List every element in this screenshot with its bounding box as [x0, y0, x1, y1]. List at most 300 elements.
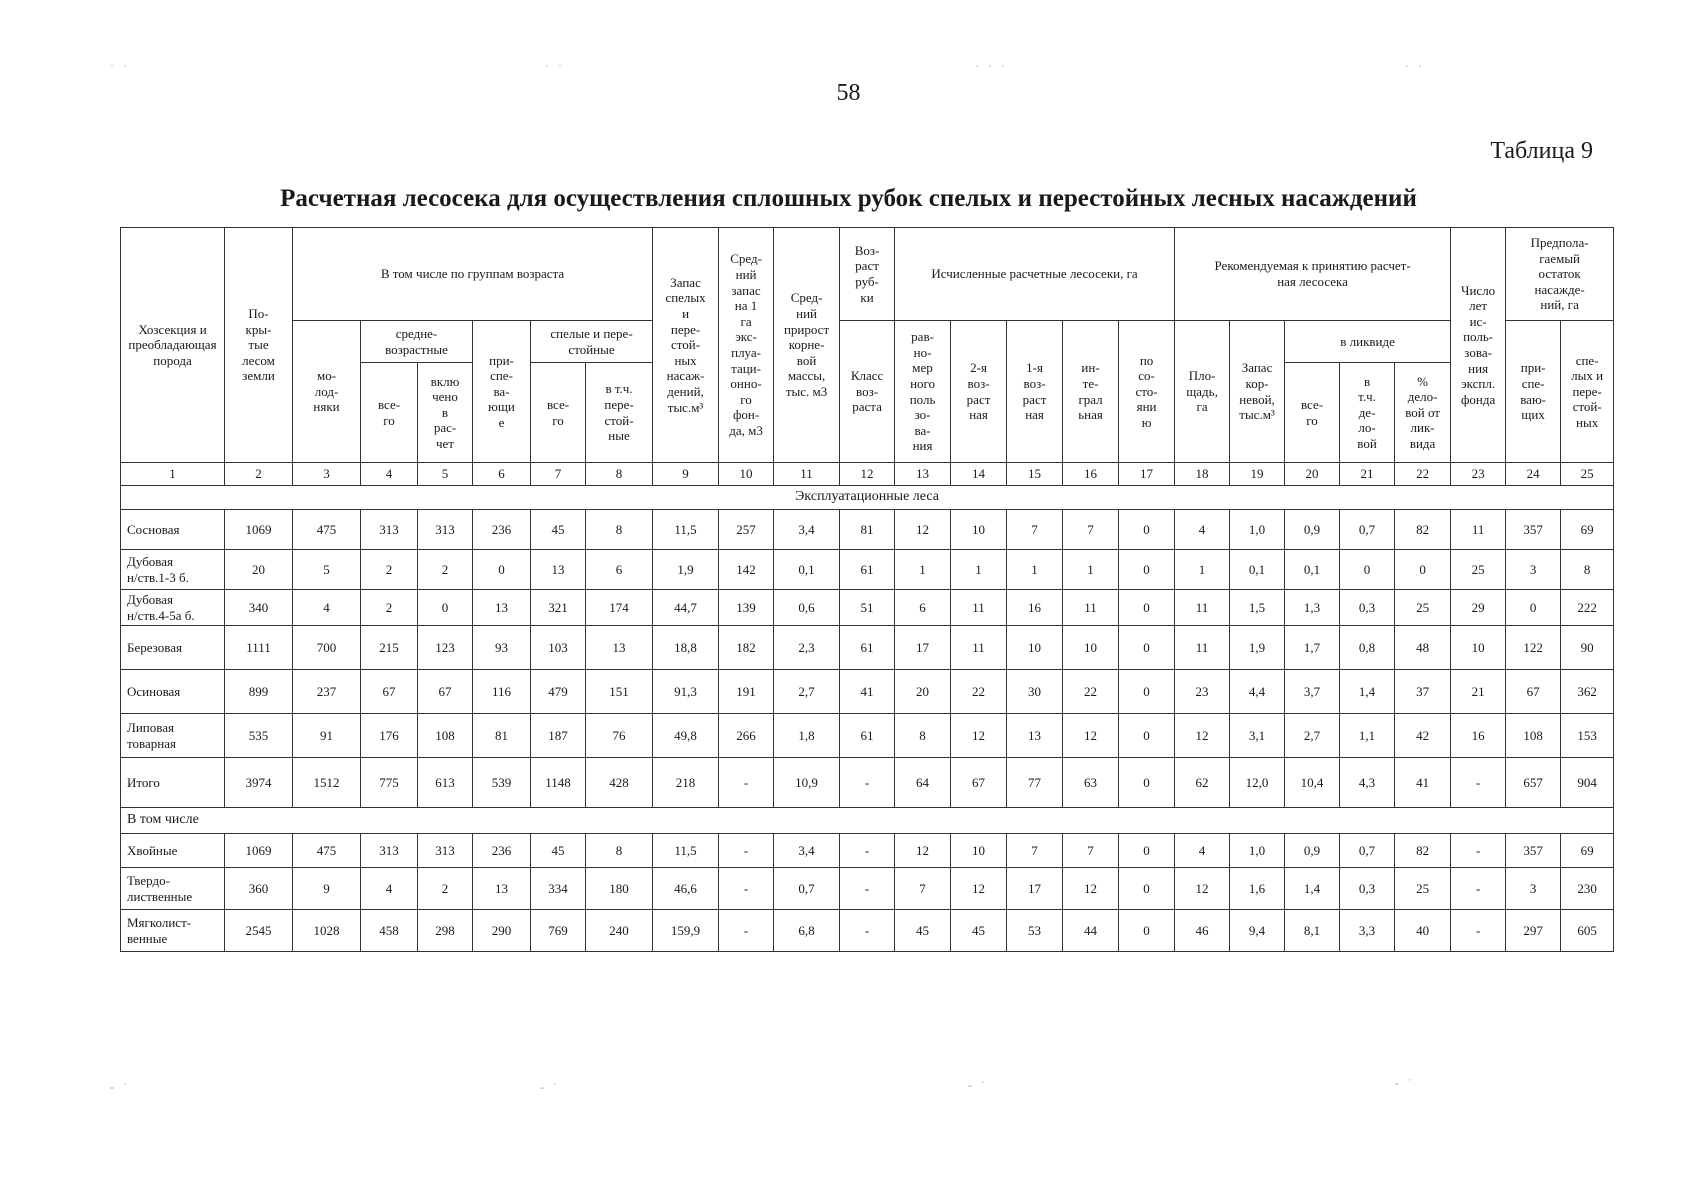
value-cell: 340 [225, 590, 293, 626]
data-table [120, 227, 1614, 952]
row-name-cell: Итого [121, 758, 225, 808]
value-cell: 1,9 [1230, 626, 1285, 670]
value-cell: 122 [1506, 626, 1561, 670]
value-cell: 236 [473, 510, 531, 550]
scan-mark: ˙ ˙ [545, 62, 565, 76]
value-cell: 18,8 [653, 626, 719, 670]
section-label: Эксплуатационные леса [121, 486, 1614, 510]
value-cell: 151 [586, 670, 653, 714]
value-cell: 6 [586, 550, 653, 590]
value-cell: 63 [1063, 758, 1119, 808]
column-number-cell: 3 [293, 463, 361, 486]
value-cell: 81 [840, 510, 895, 550]
value-cell: 3,7 [1285, 670, 1340, 714]
value-cell: 7 [1007, 834, 1063, 868]
value-cell: 298 [418, 910, 473, 952]
value-cell: 222 [1561, 590, 1614, 626]
column-number-cell: 5 [418, 463, 473, 486]
value-cell: 775 [361, 758, 418, 808]
value-cell: - [719, 868, 774, 910]
value-cell: 76 [586, 714, 653, 758]
row-name-cell: Дубовая н/ств.4-5а б. [121, 590, 225, 626]
value-cell: 12 [951, 868, 1007, 910]
page-title: Расчетная лесосека для осуществления сплошных рубок спелых и перестойных лесных насаждений [280, 185, 1417, 212]
value-cell: 23 [1175, 670, 1230, 714]
value-cell: 1,4 [1340, 670, 1395, 714]
value-cell: 613 [418, 758, 473, 808]
value-cell: 174 [586, 590, 653, 626]
value-cell: 236 [473, 834, 531, 868]
header-cell: Класс воз- раста [840, 321, 895, 463]
value-cell: 0,9 [1285, 510, 1340, 550]
value-cell: 0 [1506, 590, 1561, 626]
value-cell: 357 [1506, 510, 1561, 550]
value-cell: 12 [951, 714, 1007, 758]
header-cell: Число лет ис- поль- зова- ния экспл. фонда [1451, 228, 1506, 463]
value-cell: 48 [1395, 626, 1451, 670]
page-number: 58 [836, 80, 861, 106]
value-cell: 10 [1007, 626, 1063, 670]
scan-mark: - ˙ [110, 1080, 130, 1094]
value-cell: 1 [951, 550, 1007, 590]
header-cell: % дело- вой от лик- вида [1395, 363, 1451, 463]
table-row [121, 758, 1614, 808]
value-cell: 108 [1506, 714, 1561, 758]
value-cell: 1,0 [1230, 834, 1285, 868]
value-cell: 479 [531, 670, 586, 714]
value-cell: 2545 [225, 910, 293, 952]
value-cell: 0 [1119, 714, 1175, 758]
value-cell: 7 [1007, 510, 1063, 550]
value-cell: 657 [1506, 758, 1561, 808]
value-cell: 4 [1175, 510, 1230, 550]
value-cell: - [1451, 758, 1506, 808]
value-cell: 191 [719, 670, 774, 714]
subsection-row [121, 808, 1614, 834]
value-cell: 187 [531, 714, 586, 758]
value-cell: 62 [1175, 758, 1230, 808]
value-cell: 3,4 [774, 510, 840, 550]
value-cell: 13 [1007, 714, 1063, 758]
row-name-cell: Осиновая [121, 670, 225, 714]
value-cell: 22 [1063, 670, 1119, 714]
value-cell: 30 [1007, 670, 1063, 714]
header-cell: все- го [531, 363, 586, 463]
value-cell: 13 [586, 626, 653, 670]
value-cell: 12 [895, 834, 951, 868]
header-cell: Хозсекция и преобладающая порода [121, 228, 225, 463]
value-cell: 1069 [225, 834, 293, 868]
value-cell: 1512 [293, 758, 361, 808]
header-cell: спе- лых и пере- стой- ных [1561, 321, 1614, 463]
value-cell: 12 [1175, 714, 1230, 758]
scan-mark: ˙ ˙ [1405, 62, 1425, 76]
header-cell: Сред- ний запас на 1 га экс- плуа- таци- онно- го фон- да, м3 [719, 228, 774, 463]
value-cell: - [719, 834, 774, 868]
value-cell: 13 [473, 590, 531, 626]
value-cell: 2 [418, 550, 473, 590]
value-cell: 0,7 [774, 868, 840, 910]
column-number-cell: 9 [653, 463, 719, 486]
row-name-cell: Липовая товарная [121, 714, 225, 758]
value-cell: 4 [1175, 834, 1230, 868]
value-cell: 7 [895, 868, 951, 910]
table-row [121, 590, 1614, 626]
value-cell: 61 [840, 626, 895, 670]
value-cell: 11 [1063, 590, 1119, 626]
value-cell: 257 [719, 510, 774, 550]
value-cell: 10,4 [1285, 758, 1340, 808]
value-cell: - [719, 758, 774, 808]
header-cell: при- спе- ваю- щих [1506, 321, 1561, 463]
table-row [121, 510, 1614, 550]
value-cell: 0 [1119, 758, 1175, 808]
value-cell: 313 [418, 510, 473, 550]
value-cell: 1 [1175, 550, 1230, 590]
column-number-cell: 12 [840, 463, 895, 486]
header-cell: Предпола- гаемый остаток насажде- ний, га [1506, 228, 1614, 321]
value-cell: 0,8 [1340, 626, 1395, 670]
header-cell: Воз- раст руб- ки [840, 228, 895, 321]
value-cell: 116 [473, 670, 531, 714]
value-cell: 1 [1007, 550, 1063, 590]
value-cell: 11 [1175, 626, 1230, 670]
scan-mark: ˙ ˙ ˙ [975, 62, 1008, 76]
value-cell: 230 [1561, 868, 1614, 910]
value-cell: 11 [951, 626, 1007, 670]
value-cell: 8 [586, 510, 653, 550]
value-cell: 313 [361, 834, 418, 868]
value-cell: 313 [361, 510, 418, 550]
value-cell: 11,5 [653, 834, 719, 868]
value-cell: 0 [1119, 834, 1175, 868]
value-cell: 1,5 [1230, 590, 1285, 626]
scan-mark: ˙ ˙ [110, 62, 130, 76]
value-cell: 0 [1119, 510, 1175, 550]
value-cell: 0 [1119, 590, 1175, 626]
value-cell: 103 [531, 626, 586, 670]
value-cell: 1,0 [1230, 510, 1285, 550]
value-cell: 37 [1395, 670, 1451, 714]
value-cell: 4,4 [1230, 670, 1285, 714]
value-cell: 475 [293, 834, 361, 868]
column-number-cell: 23 [1451, 463, 1506, 486]
value-cell: 1,6 [1230, 868, 1285, 910]
value-cell: 1111 [225, 626, 293, 670]
value-cell: 82 [1395, 834, 1451, 868]
value-cell: 1,9 [653, 550, 719, 590]
value-cell: 12 [1175, 868, 1230, 910]
value-cell: 61 [840, 550, 895, 590]
value-cell: 428 [586, 758, 653, 808]
value-cell: 17 [1007, 868, 1063, 910]
value-cell: 6,8 [774, 910, 840, 952]
value-cell: 53 [1007, 910, 1063, 952]
header-cell: все- го [1285, 363, 1340, 463]
value-cell: 64 [895, 758, 951, 808]
value-cell: 153 [1561, 714, 1614, 758]
column-number-cell: 17 [1119, 463, 1175, 486]
value-cell: 0 [1395, 550, 1451, 590]
value-cell: 237 [293, 670, 361, 714]
value-cell: 20 [225, 550, 293, 590]
value-cell: 362 [1561, 670, 1614, 714]
value-cell: 81 [473, 714, 531, 758]
scan-mark: - ˙ [968, 1078, 988, 1092]
column-number-cell: 16 [1063, 463, 1119, 486]
value-cell: 45 [531, 510, 586, 550]
value-cell: - [719, 910, 774, 952]
value-cell: 266 [719, 714, 774, 758]
value-cell: - [1451, 868, 1506, 910]
value-cell: 11 [951, 590, 1007, 626]
value-cell: 3 [1506, 868, 1561, 910]
value-cell: - [840, 834, 895, 868]
column-number-cell: 11 [774, 463, 840, 486]
value-cell: 2 [361, 590, 418, 626]
column-number-cell: 21 [1340, 463, 1395, 486]
column-number-cell: 18 [1175, 463, 1230, 486]
header-cell: средне- возрастные [361, 321, 473, 363]
value-cell: 2,7 [1285, 714, 1340, 758]
column-number-cell: 25 [1561, 463, 1614, 486]
value-cell: 5 [293, 550, 361, 590]
value-cell: 313 [418, 834, 473, 868]
value-cell: 9,4 [1230, 910, 1285, 952]
value-cell: 67 [951, 758, 1007, 808]
value-cell: 3,4 [774, 834, 840, 868]
value-cell: 61 [840, 714, 895, 758]
column-number-cell: 8 [586, 463, 653, 486]
value-cell: 605 [1561, 910, 1614, 952]
scan-mark: - ˙ [1395, 1076, 1415, 1090]
value-cell: 44,7 [653, 590, 719, 626]
value-cell: 0,9 [1285, 834, 1340, 868]
value-cell: 8 [895, 714, 951, 758]
value-cell: 108 [418, 714, 473, 758]
column-number-cell: 7 [531, 463, 586, 486]
value-cell: 1,8 [774, 714, 840, 758]
value-cell: 3 [1506, 550, 1561, 590]
value-cell: 29 [1451, 590, 1506, 626]
value-cell: 11 [1451, 510, 1506, 550]
value-cell: 0 [1119, 868, 1175, 910]
value-cell: 1 [1063, 550, 1119, 590]
data-table-container [120, 227, 1610, 952]
value-cell: 1069 [225, 510, 293, 550]
value-cell: - [840, 910, 895, 952]
value-cell: 46,6 [653, 868, 719, 910]
value-cell: 44 [1063, 910, 1119, 952]
table-row [121, 834, 1614, 868]
header-cell: Пло- щадь, га [1175, 321, 1230, 463]
value-cell: 69 [1561, 510, 1614, 550]
value-cell: 0 [1119, 670, 1175, 714]
header-cell: в ликвиде [1285, 321, 1451, 363]
value-cell: 67 [361, 670, 418, 714]
value-cell: 11,5 [653, 510, 719, 550]
value-cell: 17 [895, 626, 951, 670]
column-number-cell: 13 [895, 463, 951, 486]
header-cell: в т.ч. де- ло- вой [1340, 363, 1395, 463]
header-cell: ин- те- грал ьная [1063, 321, 1119, 463]
value-cell: 9 [293, 868, 361, 910]
value-cell: 16 [1007, 590, 1063, 626]
header-cell: Запас спелых и пере- стой- ных насаж- дений, тыс.м³ [653, 228, 719, 463]
value-cell: 3,3 [1340, 910, 1395, 952]
value-cell: 45 [531, 834, 586, 868]
value-cell: 357 [1506, 834, 1561, 868]
column-number-cell: 2 [225, 463, 293, 486]
value-cell: 0,3 [1340, 868, 1395, 910]
value-cell: 290 [473, 910, 531, 952]
value-cell: 0 [1119, 626, 1175, 670]
header-cell: Рекомендуемая к принятию расчет- ная лесосека [1175, 228, 1451, 321]
value-cell: 2 [361, 550, 418, 590]
value-cell: 12,0 [1230, 758, 1285, 808]
value-cell: 41 [840, 670, 895, 714]
value-cell: - [840, 868, 895, 910]
value-cell: 93 [473, 626, 531, 670]
value-cell: 49,8 [653, 714, 719, 758]
value-cell: 7 [1063, 834, 1119, 868]
value-cell: 67 [1506, 670, 1561, 714]
value-cell: 297 [1506, 910, 1561, 952]
value-cell: 475 [293, 510, 361, 550]
value-cell: 0,1 [1230, 550, 1285, 590]
value-cell: 16 [1451, 714, 1506, 758]
value-cell: 3,1 [1230, 714, 1285, 758]
column-number-cell: 22 [1395, 463, 1451, 486]
table-row [121, 550, 1614, 590]
value-cell: 45 [895, 910, 951, 952]
value-cell: 159,9 [653, 910, 719, 952]
value-cell: 0,7 [1340, 834, 1395, 868]
value-cell: 458 [361, 910, 418, 952]
value-cell: 240 [586, 910, 653, 952]
value-cell: - [1451, 834, 1506, 868]
row-name-cell: Хвойные [121, 834, 225, 868]
value-cell: 8 [1561, 550, 1614, 590]
column-number-row [121, 463, 1614, 486]
value-cell: 10 [951, 510, 1007, 550]
value-cell: 700 [293, 626, 361, 670]
value-cell: 25 [1451, 550, 1506, 590]
value-cell: 7 [1063, 510, 1119, 550]
value-cell: 180 [586, 868, 653, 910]
value-cell: 539 [473, 758, 531, 808]
value-cell: 1,4 [1285, 868, 1340, 910]
value-cell: 0 [1119, 910, 1175, 952]
value-cell: 10 [951, 834, 1007, 868]
table-row [121, 868, 1614, 910]
column-number-cell: 4 [361, 463, 418, 486]
value-cell: 0,6 [774, 590, 840, 626]
value-cell: 1 [895, 550, 951, 590]
header-cell: при- спе- ва- ющи е [473, 321, 531, 463]
value-cell: 82 [1395, 510, 1451, 550]
value-cell: 41 [1395, 758, 1451, 808]
value-cell: 4,3 [1340, 758, 1395, 808]
value-cell: 12 [895, 510, 951, 550]
header-cell: Исчисленные расчетные лесосеки, га [895, 228, 1175, 321]
column-number-cell: 19 [1230, 463, 1285, 486]
row-name-cell: Дубовая н/ств.1-3 б. [121, 550, 225, 590]
header-cell: спелые и пере- стойные [531, 321, 653, 363]
value-cell: 904 [1561, 758, 1614, 808]
value-cell: 42 [1395, 714, 1451, 758]
value-cell: 4 [361, 868, 418, 910]
value-cell: 69 [1561, 834, 1614, 868]
table-row [121, 670, 1614, 714]
header-cell: все- го [361, 363, 418, 463]
value-cell: 91,3 [653, 670, 719, 714]
subsection-label: В том числе [121, 808, 1614, 834]
value-cell: 2,7 [774, 670, 840, 714]
value-cell: 77 [1007, 758, 1063, 808]
value-cell: 123 [418, 626, 473, 670]
value-cell: 40 [1395, 910, 1451, 952]
value-cell: - [840, 758, 895, 808]
value-cell: 91 [293, 714, 361, 758]
value-cell: 8,1 [1285, 910, 1340, 952]
value-cell: 67 [418, 670, 473, 714]
header-cell: рав- но- мер ного поль зо- ва- ния [895, 321, 951, 463]
value-cell: 899 [225, 670, 293, 714]
value-cell: 21 [1451, 670, 1506, 714]
value-cell: 10,9 [774, 758, 840, 808]
header-cell: в т.ч. пере- стой- ные [586, 363, 653, 463]
value-cell: 2 [418, 868, 473, 910]
value-cell: 0 [1119, 550, 1175, 590]
header-cell: вклю чено в рас- чет [418, 363, 473, 463]
value-cell: 0,7 [1340, 510, 1395, 550]
table-row [121, 910, 1614, 952]
value-cell: 13 [473, 868, 531, 910]
value-cell: 360 [225, 868, 293, 910]
value-cell: 90 [1561, 626, 1614, 670]
row-name-cell: Мягколист- венные [121, 910, 225, 952]
value-cell: 321 [531, 590, 586, 626]
value-cell: 12 [1063, 868, 1119, 910]
column-number-cell: 15 [1007, 463, 1063, 486]
value-cell: 1028 [293, 910, 361, 952]
table-row [121, 714, 1614, 758]
column-number-cell: 24 [1506, 463, 1561, 486]
value-cell: 46 [1175, 910, 1230, 952]
header-cell: 2-я воз- раст ная [951, 321, 1007, 463]
value-cell: 51 [840, 590, 895, 626]
value-cell: 215 [361, 626, 418, 670]
value-cell: - [1451, 910, 1506, 952]
value-cell: 10 [1063, 626, 1119, 670]
column-number-cell: 6 [473, 463, 531, 486]
value-cell: 0,1 [1285, 550, 1340, 590]
row-name-cell: Сосновая [121, 510, 225, 550]
column-number-cell: 20 [1285, 463, 1340, 486]
header-cell: мо- лод- няки [293, 321, 361, 463]
column-number-cell: 10 [719, 463, 774, 486]
value-cell: 0 [1340, 550, 1395, 590]
value-cell: 1,3 [1285, 590, 1340, 626]
value-cell: 334 [531, 868, 586, 910]
value-cell: 0 [473, 550, 531, 590]
header-cell: В том числе по группам возраста [293, 228, 653, 321]
value-cell: 1148 [531, 758, 586, 808]
value-cell: 176 [361, 714, 418, 758]
value-cell: 13 [531, 550, 586, 590]
header-cell: по со- сто- яни ю [1119, 321, 1175, 463]
